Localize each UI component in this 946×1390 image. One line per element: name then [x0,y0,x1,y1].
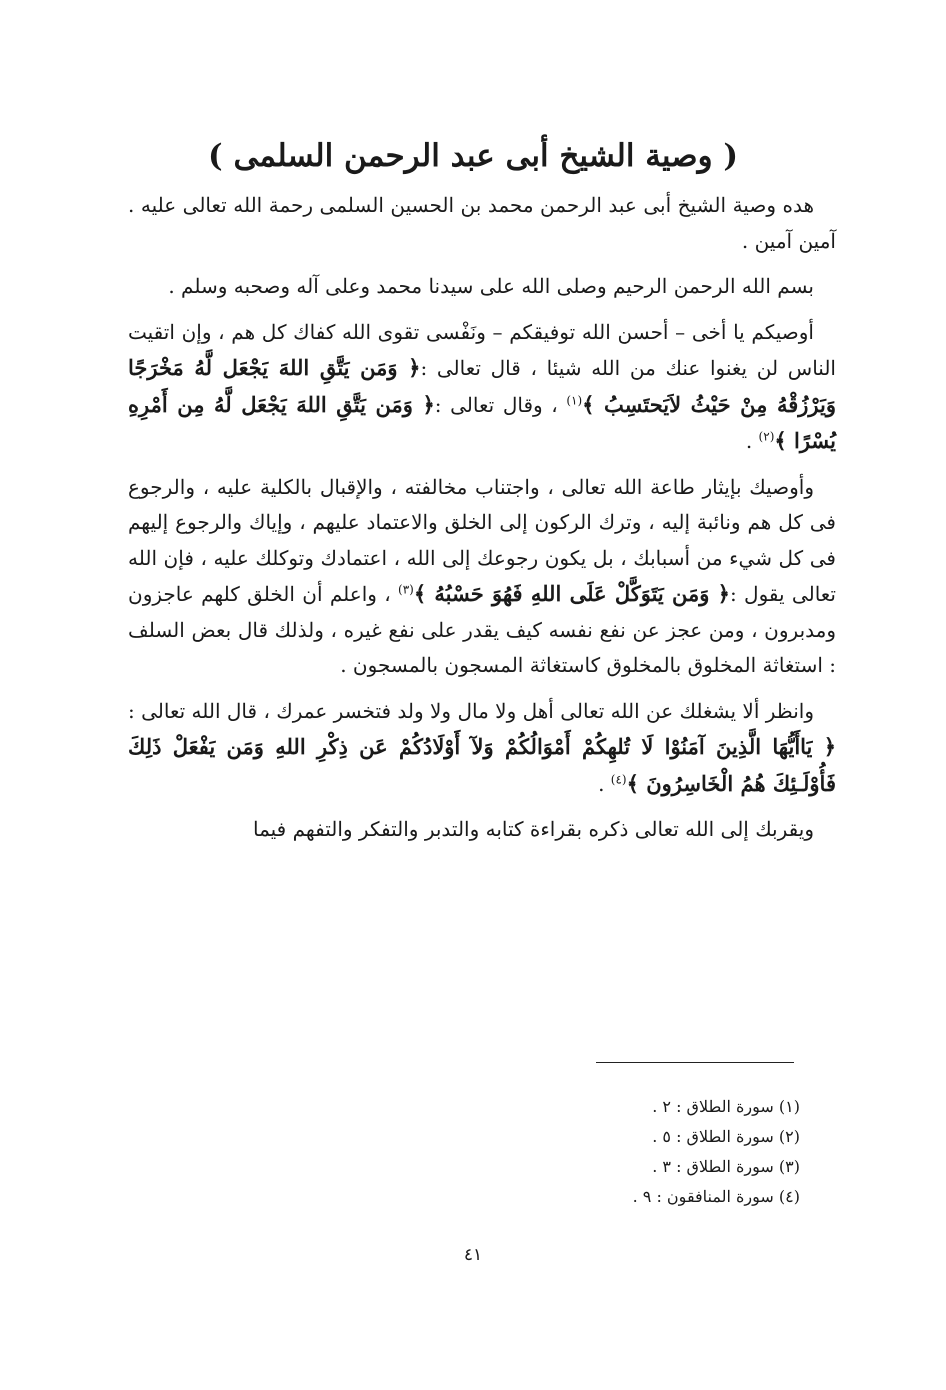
paragraph-text: هده وصية الشيخ أبى عبد الرحمن محمد بن الحسين السلمى رحمة الله تعالى عليه . آمين آمين . [128,193,836,253]
paragraph-text: أوصيكم يا أخى – أحسن الله توفيقكم – ونَفْسى تقوى الله كفاك كل هم ، وإن اتقيت الناس لن يغنوا عنك من الله شيئا ، قال تعالى : [128,319,836,380]
quran-verse: ﴿ وَمَن يَتَّقِ اللهَ يَجْعَل لَّهُ مَخْرَجًا وَيَرْزُقْهُ مِنْ حَيْثُ لاَيَحتَسِبُ ﴾ [128,355,836,417]
body-text [128,188,836,858]
quran-verse: ﴿ وَمَن يَتَوَكَّلْ عَلَى اللهِ فَهُوَ حَسْبُهُ ﴾ [413,581,730,606]
paragraph-text: وأوصيك بإيثار طاعة الله تعالى ، واجتناب مخالفته ، والإقبال بالكلية عليه ، والرجوع فى كل هم ونائبة إليه ، وترك الركون إلى الخلق والاعتماد عليهم ، وإياك والرجوع إليهم فى كل شيء من أسبابك ، بل يكون رجوعك إلى الله ، اعتمادك وتوكلك عليه ، فإن الله تعالى يقول : [128,474,836,606]
footnote-reference: (٣) [398,582,414,597]
quran-verse: ﴿ يَاأَيُّهَا الَّذِينَ آمَنُوْا لَا تُلهِكُمْ أَمْوَالُكُمْ وَلآ أَوْلَادُكُمْ عَن ذِكْرِ اللهِ وَمَن يَفْعَلْ ذَلِكَ فَأُوْلَـئِكَ هُمُ الْخَاسِرُونَ ﴾ [128,734,836,796]
footnote-item: (٣) سورة الطلاق : ٣ . [652,1157,800,1176]
paragraph [128,188,836,259]
footnote-reference: (١) [566,392,583,407]
paragraph [128,812,836,848]
paragraph [128,269,836,305]
paragraph [128,470,836,684]
paragraph-text: . [598,771,611,796]
page-number: ٤١ [463,1245,483,1265]
paragraph [128,694,836,803]
paragraph [128,315,836,460]
footnote-item: (١) سورة الطلاق : ٢ . [652,1097,800,1116]
footnote-item: (٤) سورة المنافقون : ٩ . [632,1187,800,1206]
footnote-item: (٢) سورة الطلاق : ٥ . [652,1127,800,1146]
footnote-divider [596,1062,794,1063]
paragraph-text: وانظر ألا يشغلك عن الله تعالى أهل ولا مال ولا ولد فتخسر عمرك ، قال الله تعالى : [128,698,814,723]
quran-verse: ﴿ وَمَن يَتَّقِ اللهَ يَجْعَل لَّهُ مِن أَمْرِهِ يُسْرًا ﴾ [128,391,836,453]
paragraph-text: . [745,429,759,453]
footnote-reference: (٤) [610,771,627,786]
page-title: ( وصية الشيخ أبى عبد الرحمن السلمى ) [207,138,738,174]
paragraph-text: ، وقال تعالى : [434,392,567,417]
footnote-reference: (٢) [758,429,775,444]
paragraph-text: ويقربك إلى الله تعالى ذكره بقراءة كتابه والتدبر والتفكر والتفهم فيما [252,817,814,841]
paragraph-text: ، واعلم أن الخلق كلهم عاجزون ومدبرون ، ومن عجز عن نفع نفسه كيف يقدر على نفع غيره ، ولذلك قال بعض السلف : استغاثة المخلوق بالمخلوق كاستغاثة المسجون بالمسجون . [128,582,836,677]
footnotes-list [560,1092,800,1212]
paragraph-text: بسم الله الرحمن الرحيم وصلى الله على سيدنا محمد وعلى آله وصحبه وسلم . [168,274,814,298]
